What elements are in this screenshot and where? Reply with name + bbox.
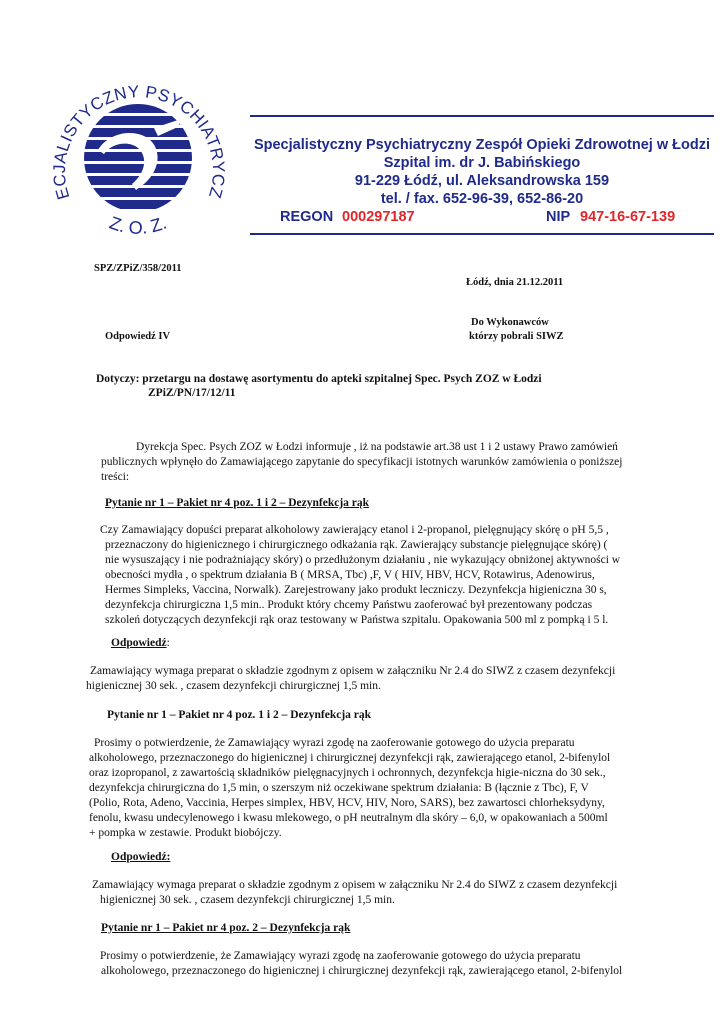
header-institution-name: Specjalistyczny Psychiatryczny Zespół Opieki Zdrowotnej w Łodzi: [253, 137, 711, 153]
question-1-line: szkoleń dotyczących dezynfekcji rąk oraz testowany w Państwa szpitalu. Opakowania 500 ml z pompką i 5 l.: [105, 614, 609, 626]
answer-1-heading: [111, 636, 170, 651]
question-2-line: (Polio, Rota, Adeno, Vaccinia, Herpes simplex, HBV, HCV, HIV, Noro, SARS), bez zawartosci chlorheksydyny,: [89, 797, 605, 809]
subject-line-1: Dotyczy: przetargu na dostawę asortymentu do apteki szpitalnej Spec. Psych ZOZ w Łodzi: [96, 373, 542, 385]
answer-2-title: Odpowiedź:: [111, 851, 171, 863]
logo-emblem-icon: [40, 80, 240, 250]
question-2-line: + pompka w zestawie. Produkt biobójczy.: [89, 827, 282, 839]
answer-1-colon: :: [166, 637, 170, 649]
question-2-line: alkoholowego, przeznaczonego do higienicznej i chirurgicznej dezynfekcji rąk, zawierającego etanol, 2-bifenylol: [89, 752, 611, 764]
question-3-title: Pytanie nr 1 – Pakiet nr 4 poz. 2 – Dezynfekcja rąk: [101, 922, 351, 934]
svg-text:Z. O. Z.: [107, 213, 169, 238]
question-1-line: Hermes Simpleks, Vaccina, Norwalk). Zarejestrowany jako produkt leczniczy. Dezynfekcja higieniczna 30 s,: [105, 584, 607, 596]
question-1-line: dezynfekcja chirurgiczna 1,5 min.. Produkt który chcemy Państwu zaoferować był prezentowany podczas: [105, 599, 593, 611]
question-1-line: Czy Zamawiający dopuści preparat alkoholowy zawierający etanol i 2-propanol, pielęgnujący skórę o pH 5,5 ,: [100, 524, 609, 536]
recipient-line-2: którzy pobrali SIWZ: [469, 331, 564, 342]
logo-zoz-text: Z. O. Z.: [106, 212, 170, 238]
hospital-logo: [40, 80, 240, 250]
question-1-line: przeznaczony do higienicznego i chirurgicznego odkażania rąk. Zawierający substancje pielęgnujące skórę) (: [105, 539, 608, 551]
recipient-line-1: Do Wykonawców: [471, 317, 549, 328]
header-nip-label: NIP: [546, 209, 571, 225]
subject-line-2: ZPiZ/PN/17/12/11: [148, 387, 236, 399]
question-3-line: Prosimy o potwierdzenie, że Zamawiający wyrazi zgodę na zaoferowanie gotowego do użycia preparatu: [100, 950, 581, 962]
answer-1-line: Zamawiający wymaga preparat o składzie zgodnym z opisem w załączniku Nr 2.4 do SIWZ z czasem dezynfekcji: [90, 665, 616, 677]
document-reference: SPZ/ZPiZ/358/2011: [94, 263, 182, 274]
header-hospital-name: Szpital im. dr J. Babińskiego: [383, 155, 581, 171]
question-2-title: Pytanie nr 1 – Pakiet nr 4 poz. 1 i 2 – Dezynfekcja rąk: [107, 709, 372, 721]
header-rule-bottom: [250, 233, 714, 235]
header-rule-top: [250, 115, 714, 117]
question-2-line: dezynfekcja chirurgiczna do 1,5 min, o szerszym niż oczekiwane spektrum działania: B (łącznie z Tbc), F, V: [89, 782, 589, 794]
logo-ring-text: ECJALISTYCZNY PSYCHIATRYCZ: [49, 82, 229, 202]
answer-2-line: higienicznej 30 sek. , czasem dezynfekcji chirurgicznej 1,5 min.: [100, 894, 395, 906]
question-1-line: nie wysuszający i nie podrażniający skóry) o przedłużonym działaniu , nie wykazujący obniżonej aktywności w: [105, 554, 621, 566]
question-2-line: Prosimy o potwierdzenie, że Zamawiający wyrazi zgodę na zaoferowanie gotowego do użycia preparatu: [94, 737, 575, 749]
intro-line-2: publicznych wpłynęło do Zamawiającego zapytanie do specyfikacji istotnych warunków zamówienia o poniższej: [101, 456, 623, 468]
question-2-line: oraz izopropanol, z zawartością składników pielęgnacyjnych i ochronnych, dezynfekcja higie-niczna do 30 sek.,: [89, 767, 606, 779]
answer-1-line: higienicznej 30 sek. , czasem dezynfekcji chirurgicznej 1,5 min.: [86, 680, 381, 692]
question-2-line: fenolu, kwasu undecylenowego i kwasu mlekowego, o pH neutralnym dla skóry – 6,0, w opakowaniach a 500ml: [89, 812, 608, 824]
answer-2-line: Zamawiający wymaga preparat o składzie zgodnym z opisem w załączniku Nr 2.4 do SIWZ z czasem dezynfekcji: [92, 879, 618, 891]
intro-line-1: Dyrekcja Spec. Psych ZOZ w Łodzi informuje , iż na podstawie art.38 ust 1 i 2 ustawy Prawo zamówień: [136, 441, 618, 453]
answer-title: Odpowiedź IV: [105, 331, 171, 342]
answer-1-title: Odpowiedź: [111, 637, 167, 649]
header-address: 91-229 Łódź, ul. Aleksandrowska 159: [354, 173, 610, 189]
header-phone: tel. / fax. 652-96-39, 652-86-20: [380, 191, 584, 207]
intro-line-3: treści:: [101, 471, 130, 483]
document-date: Łódź, dnia 21.12.2011: [466, 277, 564, 288]
header-regon-value: 000297187: [342, 209, 415, 225]
question-3-line: alkoholowego, przeznaczonego do higienicznej i chirurgicznej dezynfekcji rąk, zawierającego etanol, 2-bifenylol: [101, 965, 623, 977]
question-1-line: obecności mydła , o spektrum działania B ( MRSA, Tbc) ,F, V ( HIV, HBV, HCV, Rotawirus, Adenowirus,: [105, 569, 595, 581]
header-nip-value: 947-16-67-139: [580, 209, 676, 225]
question-1-title: Pytanie nr 1 – Pakiet nr 4 poz. 1 i 2 – Dezynfekcja rąk: [105, 497, 370, 509]
header-regon-label: REGON: [280, 209, 334, 225]
